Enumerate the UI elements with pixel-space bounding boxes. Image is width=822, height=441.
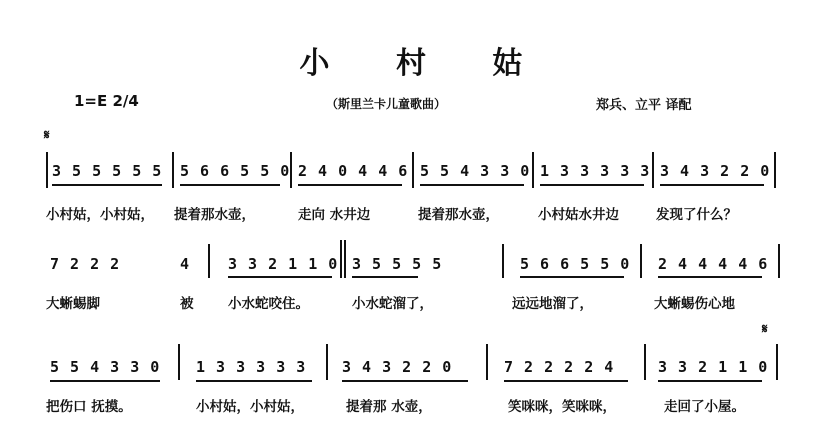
barline bbox=[776, 344, 778, 380]
notes-measure-13: 1 3 3 3 3 3 bbox=[196, 358, 307, 376]
lyric-line: 笑咪咪，笑咪咪， bbox=[508, 399, 616, 415]
beam-line bbox=[52, 184, 162, 186]
barline bbox=[208, 244, 210, 278]
notes-measure-3: 2 4 0 4 4 6 bbox=[298, 162, 409, 180]
beam-line bbox=[352, 276, 418, 278]
key-signature: 1=E 2/4 bbox=[74, 92, 139, 110]
beam-line bbox=[342, 380, 468, 382]
barline bbox=[778, 244, 780, 278]
barline bbox=[326, 344, 328, 380]
notes-measure-15: 7 2 2 2 2 4 bbox=[504, 358, 615, 376]
barline bbox=[644, 344, 646, 380]
lyric-line: 小村姑水井边 bbox=[538, 207, 619, 223]
lyric-line: 提着那水壶， bbox=[418, 207, 499, 223]
lyric-line: 大蜥蜴脚 bbox=[46, 296, 100, 312]
notes-measure-6: 3 4 3 2 2 0 bbox=[660, 162, 771, 180]
barline bbox=[290, 152, 292, 188]
notes-measure-4: 5 5 4 3 3 0 bbox=[420, 162, 531, 180]
notes-measure-9: 3 5 5 5 5 bbox=[352, 255, 443, 273]
lyric-line: 把伤口 抚摸。 bbox=[46, 399, 132, 415]
beam-line bbox=[50, 380, 160, 382]
lyric-line: 大蜥蜴伤心地 bbox=[654, 296, 735, 312]
barline bbox=[486, 344, 488, 380]
barline bbox=[46, 152, 48, 188]
barline bbox=[412, 152, 414, 188]
lyric-line: 走向 水井边 bbox=[298, 207, 371, 223]
notes-measure-11: 2 4 4 4 4 6 bbox=[658, 255, 769, 273]
lyric-line: 走回了小屋。 bbox=[664, 399, 745, 415]
beam-line bbox=[658, 380, 762, 382]
translator-credits: 郑兵、立平 译配 bbox=[596, 98, 692, 113]
lyric-line: 小水蛇溜了， bbox=[352, 296, 433, 312]
barline bbox=[532, 152, 534, 188]
beam-line bbox=[180, 184, 280, 186]
barline bbox=[172, 152, 174, 188]
lyric-line: 远远地溜了， bbox=[512, 296, 593, 312]
barline bbox=[640, 244, 642, 278]
beam-line bbox=[420, 184, 524, 186]
beam-line bbox=[540, 184, 644, 186]
notes-measure-5: 1 3 3 3 3 3 bbox=[540, 162, 651, 180]
notes-measure-8: 3 3 2 1 1 0 bbox=[228, 255, 339, 273]
beam-line bbox=[658, 276, 762, 278]
beam-line bbox=[196, 380, 312, 382]
notes-measure-16: 3 3 2 1 1 0 bbox=[658, 358, 769, 376]
lyric-line: 被 bbox=[180, 296, 194, 312]
notes-measure-12: 5 5 4 3 3 0 bbox=[50, 358, 161, 376]
barline bbox=[652, 152, 654, 188]
lyric-line: 小村姑，小村姑， bbox=[46, 207, 154, 223]
double-barline bbox=[340, 240, 342, 278]
double-barline bbox=[344, 240, 346, 278]
lyric-line: 小水蛇咬住。 bbox=[228, 296, 309, 312]
lyric-line: 提着那水壶， bbox=[174, 207, 255, 223]
song-title: 小 村 姑 bbox=[299, 46, 551, 81]
beam-line bbox=[504, 380, 628, 382]
barline bbox=[178, 344, 180, 380]
barline bbox=[774, 152, 776, 188]
lyric-line: 发现了什么？ bbox=[656, 207, 737, 223]
beam-line bbox=[660, 184, 764, 186]
beam-line bbox=[228, 276, 332, 278]
lyric-line: 提着那 水壶， bbox=[346, 399, 432, 415]
notes-measure-2: 5 6 6 5 5 0 bbox=[180, 162, 291, 180]
notes-measure-1: 3 5 5 5 5 5 bbox=[52, 162, 163, 180]
lyric-line: 小村姑，小村姑， bbox=[196, 399, 304, 415]
barline bbox=[502, 244, 504, 278]
notes-measure-10: 5 6 6 5 5 0 bbox=[520, 255, 631, 273]
beam-line bbox=[298, 184, 402, 186]
notes-measure-7: 7 2 2 2 bbox=[50, 255, 121, 273]
notes-measure-14: 3 4 3 2 2 0 bbox=[342, 358, 453, 376]
segno-sign: 𝄋 bbox=[44, 128, 50, 143]
song-origin: （斯里兰卡儿童歌曲） bbox=[326, 97, 447, 111]
notes-measure-7b: 4 bbox=[180, 255, 191, 273]
beam-line bbox=[520, 276, 624, 278]
segno-sign: 𝄋 bbox=[762, 322, 768, 337]
